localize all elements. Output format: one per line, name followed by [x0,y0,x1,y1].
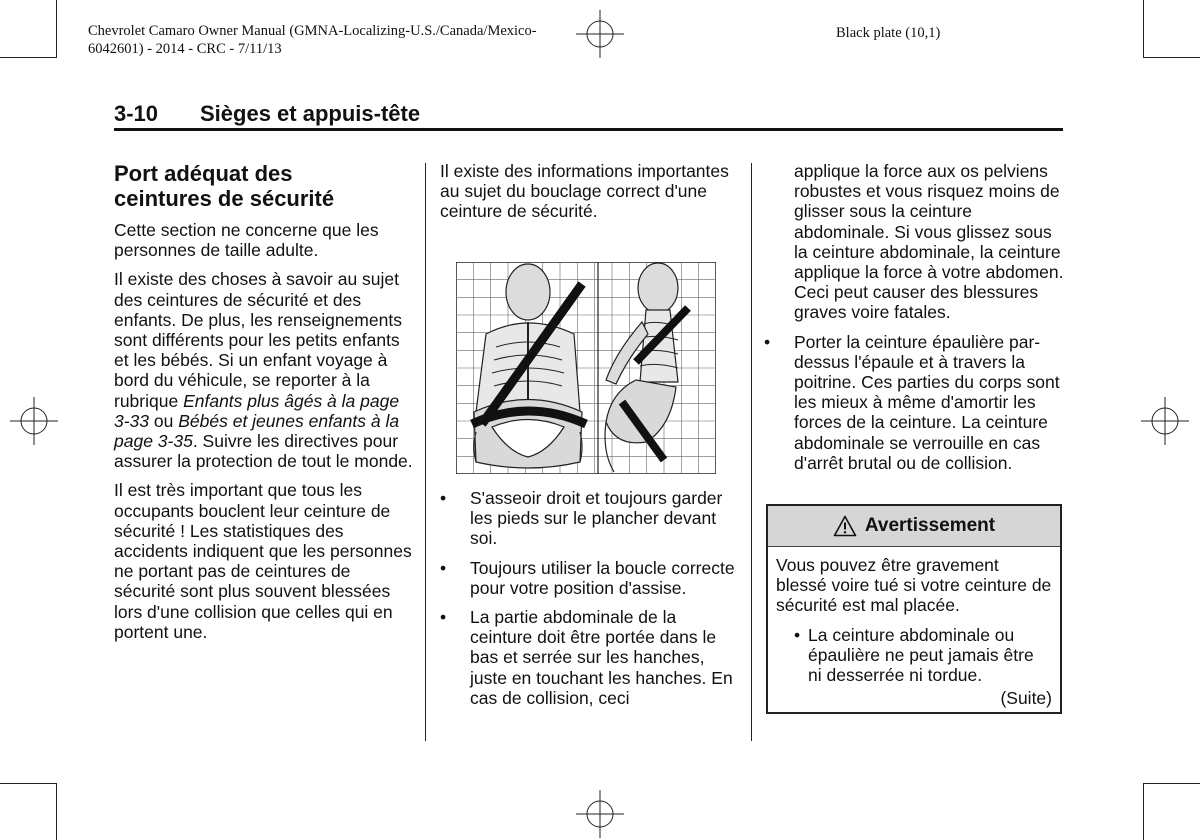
intro-paragraph: Il existe des informations importantes au sujet du bouclage correct d'une ceinture de sécurité. [440,161,729,222]
warning-text: Vous pouvez être gravement blessé voire tué si votre ceinture de sécurité est mal placée. [776,555,1052,616]
crop-mark [1143,783,1144,840]
section-heading-line1: Port adéquat des [114,161,293,186]
warning-box [766,504,1062,714]
bullet-list [764,161,1064,473]
crop-mark [1144,57,1200,58]
page-heading [114,101,420,127]
bullet-marker: • [440,607,447,628]
registration-mark-bottom [576,790,624,838]
bullet-marker: • [440,557,447,578]
warning-title: Avertissement [864,515,996,536]
bullet-marker: • [440,488,447,508]
warning-body [768,547,1060,708]
print-header [88,22,537,58]
crop-mark [1144,783,1200,784]
bullet-marker: • [794,624,801,645]
list-item [440,488,738,549]
paragraph-statistics: Il est très important que tous les occupants bouclent leur ceinture de sécurité ! Les statistiques des accidents indiquent que les personnes ne portant pas de ceintures de sécurité sont plus souvent blessées lors d'une collision que celles qui en portent une. [114,480,412,642]
crop-mark [56,0,57,58]
paragraph-adult: Cette section ne concerne que les personnes de taille adulte. [114,220,379,261]
list-item [440,607,738,708]
column-divider [425,163,426,741]
section-heading [114,161,414,211]
column-divider [751,163,752,741]
crop-mark [0,783,56,784]
column-3 [764,161,1064,482]
black-plate-label: Black plate (10,1) [836,25,941,41]
cross-reference-link: Enfants plus âgés à la page 3-33 [114,390,400,431]
bullet-marker: • [764,331,771,352]
list-item-text: Porter la ceinture épaulière par-dessus l'épaule et à travers la poitrine. Ces parties du corps sont les mieux à même d'amortir les forces de la ceinture. La ceinture abdominale se verrouille en cas d'arrêt brutal ou de collision. [794,331,1060,473]
column-2-bullets [440,488,738,717]
list-item [764,332,1064,473]
column-2 [440,161,738,231]
section-heading-line2: ceintures de sécurité [114,186,335,211]
registration-mark-left [10,397,58,445]
column-1 [114,161,414,651]
heading-rule [114,128,1063,131]
paragraph-children [114,269,414,471]
list-item-continuation [764,161,1064,323]
registration-mark-top [576,10,624,58]
print-header-line1: Chevrolet Camaro Owner Manual (GMNA-Localizing-U.S./Canada/Mexico- [88,23,537,39]
registration-mark-right [1141,397,1189,445]
cross-reference-link: Bébés et jeunes enfants à la page 3-35 [114,410,400,452]
print-header-line2: 6042601) - 2014 - CRC - 7/11/13 [88,41,282,57]
list-item [440,558,738,598]
crop-mark [56,783,57,840]
crop-mark [1143,0,1144,58]
list-item-text: S'asseoir droit et toujours garder les pieds sur le plancher devant soi. [470,488,723,549]
paragraph-children-text: Il existe des choses à savoir au sujet des ceintures de sécurité et des enfants. De plus, les renseignements sont différents pour les petits enfants et les bébés. Si un enfant voyage à bord du véhicule, se reporter à la rubrique [114,269,402,411]
warning-title-bar [768,506,1060,547]
seat-belt-illustration [456,262,716,474]
list-item-text: La ceinture abdominale ou épaulière ne peut jamais être ni desserrée ni tordue. [808,624,1034,686]
chapter-title: Sièges et appuis-tête [200,101,421,126]
list-item-text: applique la force aux os pelviens robustes et vous risquez moins de glisser sous la ceinture abdominale. Si vous glissez sous la ceinture abdominale, la ceinture applique la force à votre abdomen. Ceci peut causer des blessures graves voire fatales. [794,161,1064,323]
list-item-text: Toujours utiliser la boucle correcte pour votre position d'assise. [470,557,735,598]
page-number: 3-10 [114,101,159,126]
warning-list [776,625,1052,686]
list-item-text: La partie abdominale de la ceinture doit être portée dans le bas et serrée sur les hanches, juste en touchant les hanches. En cas de collision, ceci [470,607,733,708]
conjunction: ou [149,410,179,431]
bullet-list [440,488,738,708]
list-item [790,625,1052,686]
paragraph-children-end: . Suivre les directives pour assurer la protection de tout le monde. [114,431,413,472]
crop-mark [0,57,56,58]
continued-label: (Suite) [1000,688,1052,709]
warning-triangle-icon [833,515,857,537]
